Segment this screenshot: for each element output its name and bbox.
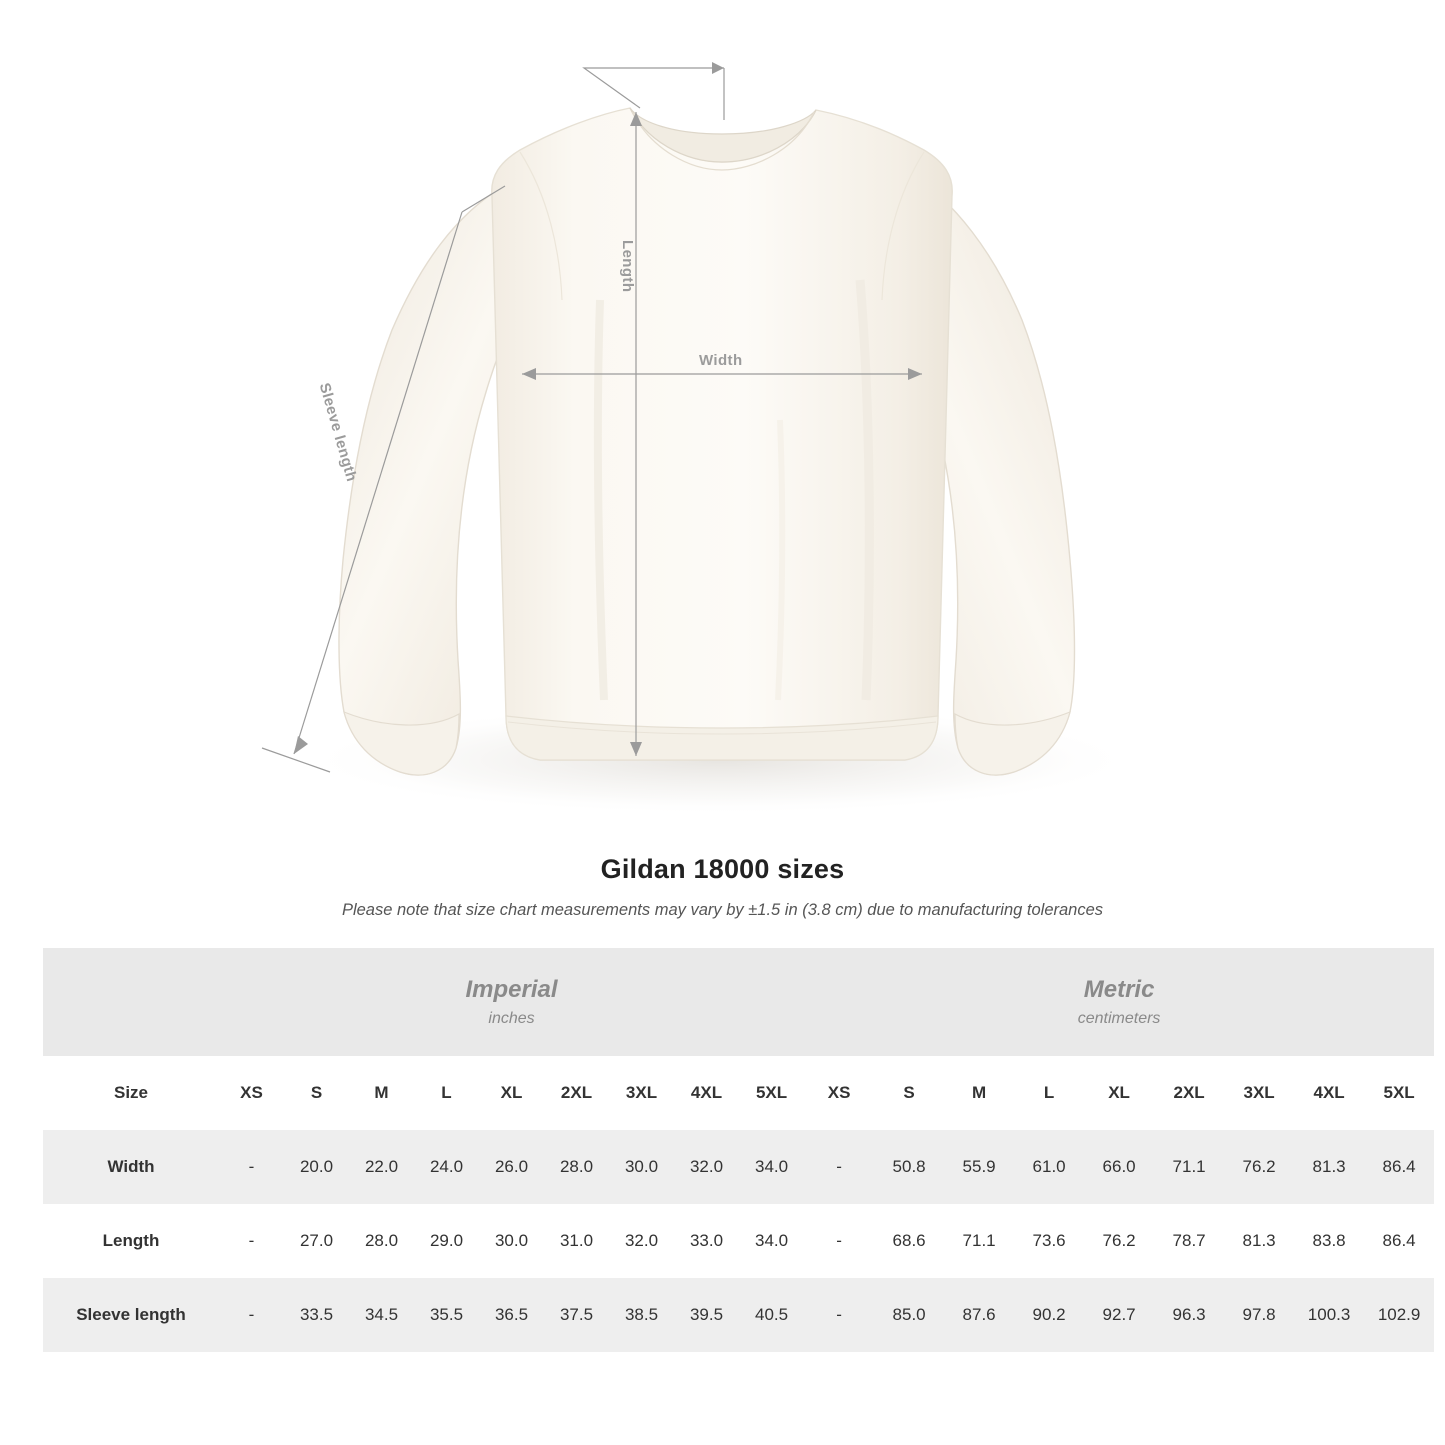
cell-width-met-m: 55.9 xyxy=(944,1130,1014,1204)
cell-width-imp-l: 24.0 xyxy=(414,1130,479,1204)
unit-group-metric-unit: centimeters xyxy=(1077,1009,1161,1027)
cell-width-met-3xl: 76.2 xyxy=(1224,1130,1294,1204)
table-row xyxy=(43,1204,1434,1278)
cell-sleeve-imp-4xl: 39.5 xyxy=(674,1278,739,1352)
cell-sleeve-imp-xs: - xyxy=(219,1278,284,1352)
header-size-label: Size xyxy=(113,1083,149,1102)
header-imp-s: S xyxy=(310,1083,323,1102)
cell-length-imp-4xl: 33.0 xyxy=(674,1204,739,1278)
cell-width-imp-5xl: 34.0 xyxy=(739,1130,804,1204)
header-imp-xl: XL xyxy=(500,1083,523,1102)
unit-group-imperial xyxy=(219,948,804,1056)
cell-length-met-xl: 76.2 xyxy=(1084,1204,1154,1278)
cell-sleeve-met-xl: 92.7 xyxy=(1084,1278,1154,1352)
header-met-xl: XL xyxy=(1108,1083,1130,1102)
cell-length-imp-3xl: 32.0 xyxy=(609,1204,674,1278)
header-met-xs: XS xyxy=(827,1083,851,1102)
cell-width-imp-xl: 26.0 xyxy=(479,1130,544,1204)
header-imp-2xl: 2XL xyxy=(560,1083,593,1102)
page-title: Gildan 18000 sizes xyxy=(600,854,845,884)
table-row xyxy=(43,1278,1434,1352)
cell-width-imp-2xl: 28.0 xyxy=(544,1130,609,1204)
header-imp-4xl: 4XL xyxy=(690,1083,723,1102)
row-label-length: Length xyxy=(43,1204,219,1278)
cell-sleeve-met-3xl: 97.8 xyxy=(1224,1278,1294,1352)
cell-sleeve-met-4xl: 100.3 xyxy=(1294,1278,1364,1352)
cell-sleeve-met-5xl: 102.9 xyxy=(1364,1278,1434,1352)
cell-width-met-4xl: 81.3 xyxy=(1294,1130,1364,1204)
label-length: Length xyxy=(619,240,636,293)
header-imp-5xl: 5XL xyxy=(755,1083,788,1102)
header-imp-m: M xyxy=(374,1083,389,1102)
cell-sleeve-met-2xl: 96.3 xyxy=(1154,1278,1224,1352)
cell-sleeve-imp-l: 35.5 xyxy=(414,1278,479,1352)
label-sleeve-length: Sleeve length xyxy=(315,381,361,484)
cell-width-imp-s: 20.0 xyxy=(284,1130,349,1204)
unit-group-imperial-unit: inches xyxy=(488,1009,535,1027)
cell-width-met-xl: 66.0 xyxy=(1084,1130,1154,1204)
cell-sleeve-imp-m: 34.5 xyxy=(349,1278,414,1352)
header-met-4xl: 4XL xyxy=(1313,1083,1345,1102)
header-met-m: M xyxy=(971,1083,987,1102)
cell-length-imp-xl: 30.0 xyxy=(479,1204,544,1278)
tolerance-note: Please note that size chart measurements may vary by ±1.5 in (3.8 cm) due to manufacturing tolerances xyxy=(341,901,1104,919)
unit-band-row xyxy=(43,948,1434,1056)
row-label-width: Width xyxy=(43,1130,219,1204)
unit-group-imperial-name: Imperial xyxy=(465,976,558,1004)
cell-width-met-s: 50.8 xyxy=(874,1130,944,1204)
cell-length-met-s: 68.6 xyxy=(874,1204,944,1278)
header-imp-xs: XS xyxy=(240,1083,263,1102)
cell-sleeve-imp-5xl: 40.5 xyxy=(739,1278,804,1352)
header-met-l: L xyxy=(1043,1083,1055,1102)
cell-length-met-3xl: 81.3 xyxy=(1224,1204,1294,1278)
cell-length-met-4xl: 83.8 xyxy=(1294,1204,1364,1278)
cell-length-imp-l: 29.0 xyxy=(414,1204,479,1278)
cell-length-met-xs: - xyxy=(804,1204,874,1278)
cell-sleeve-met-m: 87.6 xyxy=(944,1278,1014,1352)
cell-length-imp-m: 28.0 xyxy=(349,1204,414,1278)
cell-length-imp-xs: - xyxy=(219,1204,284,1278)
cell-width-imp-m: 22.0 xyxy=(349,1130,414,1204)
cell-width-imp-3xl: 30.0 xyxy=(609,1130,674,1204)
cell-sleeve-met-xs: - xyxy=(804,1278,874,1352)
header-met-2xl: 2XL xyxy=(1173,1083,1205,1102)
table-row xyxy=(43,1130,1434,1204)
cell-sleeve-imp-2xl: 37.5 xyxy=(544,1278,609,1352)
cell-sleeve-imp-s: 33.5 xyxy=(284,1278,349,1352)
cell-length-imp-s: 27.0 xyxy=(284,1204,349,1278)
cell-length-met-l: 73.6 xyxy=(1014,1204,1084,1278)
cell-width-imp-4xl: 32.0 xyxy=(674,1130,739,1204)
cell-width-met-5xl: 86.4 xyxy=(1364,1130,1434,1204)
unit-group-metric xyxy=(804,948,1434,1056)
header-met-5xl: 5XL xyxy=(1383,1083,1415,1102)
cell-length-met-m: 71.1 xyxy=(944,1204,1014,1278)
cell-width-met-l: 61.0 xyxy=(1014,1130,1084,1204)
label-width: Width xyxy=(699,352,743,369)
cell-sleeve-imp-xl: 36.5 xyxy=(479,1278,544,1352)
size-table-wrap xyxy=(0,948,1445,1352)
cell-length-met-2xl: 78.7 xyxy=(1154,1204,1224,1278)
cell-length-imp-5xl: 34.0 xyxy=(739,1204,804,1278)
header-imp-l: L xyxy=(441,1083,452,1102)
cell-sleeve-met-s: 85.0 xyxy=(874,1278,944,1352)
cell-sleeve-met-l: 90.2 xyxy=(1014,1278,1084,1352)
header-met-3xl: 3XL xyxy=(1243,1083,1275,1102)
title-block xyxy=(0,854,1445,920)
cell-length-imp-2xl: 31.0 xyxy=(544,1204,609,1278)
header-row xyxy=(43,1056,1434,1130)
size-table xyxy=(43,948,1434,1352)
header-met-s: S xyxy=(903,1083,915,1102)
cell-sleeve-imp-3xl: 38.5 xyxy=(609,1278,674,1352)
header-imp-3xl: 3XL xyxy=(625,1083,658,1102)
unit-group-metric-name: Metric xyxy=(1083,976,1155,1004)
cell-length-met-5xl: 86.4 xyxy=(1364,1204,1434,1278)
row-label-sleeve-length: Sleeve length xyxy=(43,1278,219,1352)
cell-width-met-xs: - xyxy=(804,1130,874,1204)
cell-width-met-2xl: 71.1 xyxy=(1154,1130,1224,1204)
unit-band-spacer xyxy=(43,948,219,1056)
cell-width-imp-xs: - xyxy=(219,1130,284,1204)
